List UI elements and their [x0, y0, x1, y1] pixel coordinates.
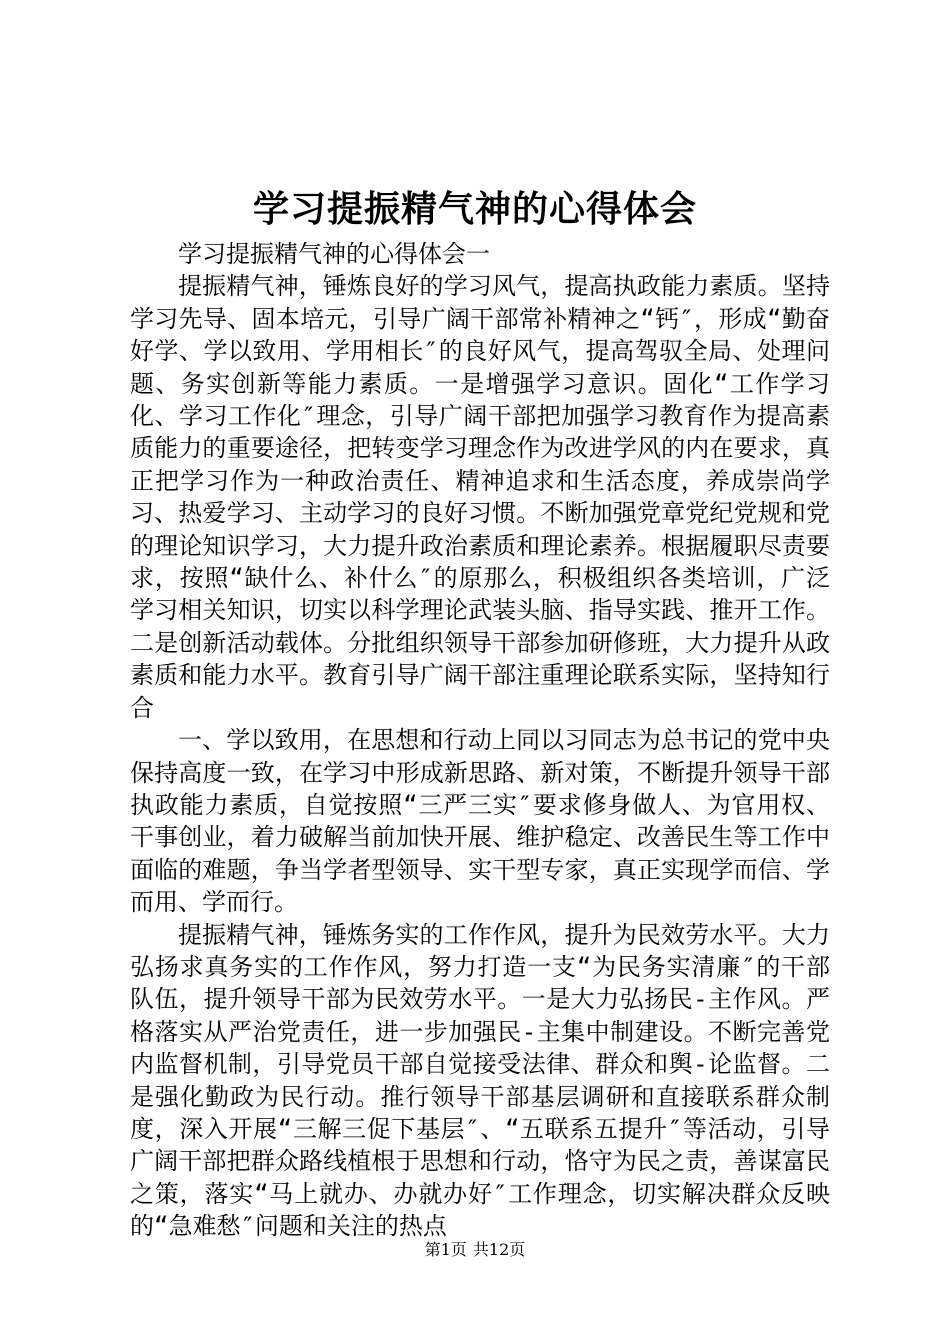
- page-footer: [0, 1240, 950, 1260]
- paragraph: 提振精气神，锤炼良好的学习风气，提高执政能力素质。坚持学习先导、固本培元，引导广阔干部常补精神之“钙″，形成“勤奋好学、学以致用、学用相长″的良好风气，提高驾驭全局、处理问题、务实创新等能力素质。一是增强学习意识。固化“工作学习化、学习工作化″理念，引导广阔干部把加强学习教育作为提高素质能力的重要途径，把转变学习理念作为改进学风的内在要求，真正把学习作为一种政治责任、精神追求和生活态度，养成崇尚学习、热爱学习、主动学习的良好习惯。不断加强党章党纪党规和党的理论知识学习，大力提升政治素质和理论素养。根据履职尽责要求，按照“缺什么、补什么″的原那么，积极组织各类培训，广泛学习相关知识，切实以科学理论武装头脑、指导实践、推开工作。二是创新活动载体。分批组织领导干部参加研修班，大力提升从政素质和能力水平。教育引导广阔干部注重理论联系实际，坚持知行合: [130, 272, 830, 722]
- paragraph: 提振精气神，锤炼务实的工作作风，提升为民效劳水平。大力弘扬求真务实的工作作风，努力打造一支“为民务实清廉″的干部队伍，提升领导干部为民效劳水平。一是大力弘扬民-主作风。严格落实从严治党责任，进一步加强民-主集中制建设。不断完善党内监督机制，引导党员干部自觉接受法律、群众和舆-论监督。二是强化勤政为民行动。推行领导干部基层调研和直接联系群众制度，深入开展“三解三促下基层″、“五联系五提升″等活动，引导广阔干部把群众路线植根于思想和行动，恪守为民之责，善谋富民之策，落实“马上就办、办就办好″工作理念，切实解决群众反映的“急难愁″问题和关注的热点: [130, 920, 830, 1241]
- document-body: [130, 238, 830, 1243]
- page-total: 共12页: [472, 1240, 526, 1259]
- document-title: 学习提振精气神的心得体会: [252, 188, 697, 230]
- paragraph-subtitle: 学习提振精气神的心得体会一: [178, 240, 490, 268]
- page-number: 第1页: [424, 1240, 467, 1259]
- paragraph: 一、学以致用，在思想和行动上同以习同志为总书记的党中央保持高度一致，在学习中形成新思路、新对策，不断提升领导干部执政能力素质，自觉按照“三严三实″要求修身做人、为官用权、干事创业，着力破解当前加快开展、维护稳定、改善民生等工作中面临的难题，争当学者型领导、实干型专家，真正实现学而信、学而用、学而行。: [130, 726, 830, 917]
